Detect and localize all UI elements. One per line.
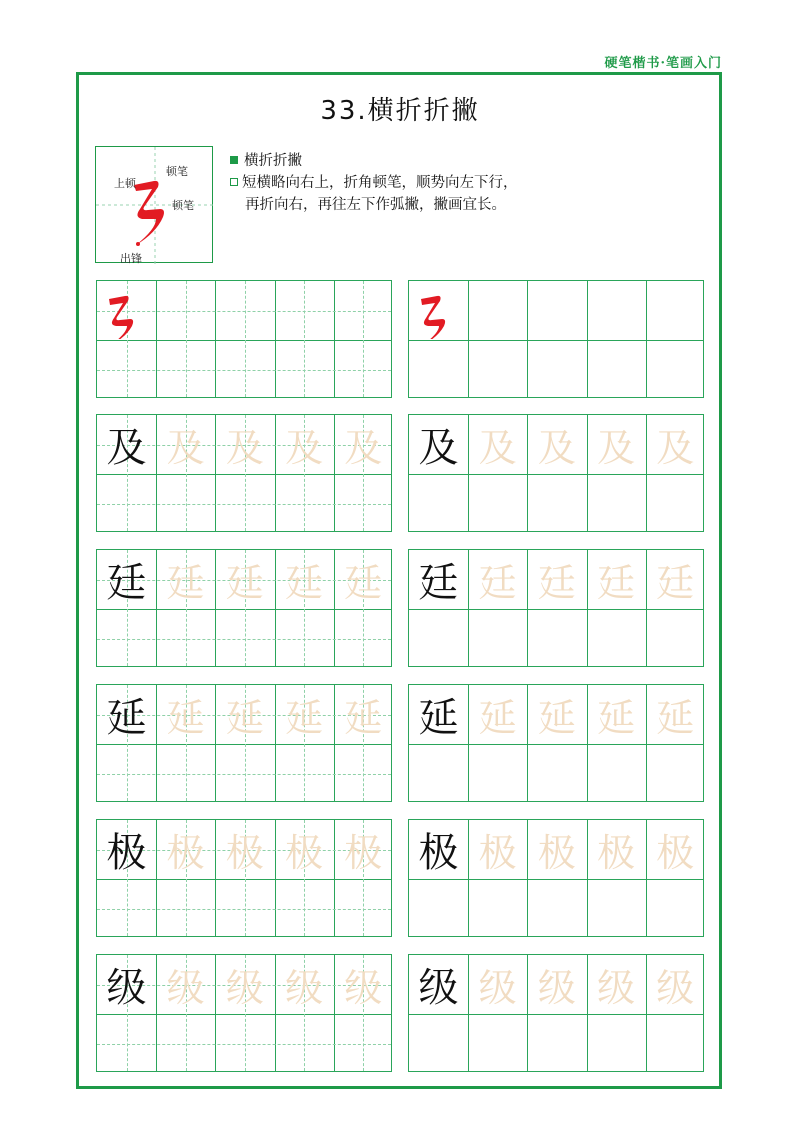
writing-cell[interactable]	[97, 1014, 156, 1072]
demo-label-finish: 出锋	[120, 252, 142, 265]
trace-character[interactable]: 延	[166, 695, 205, 740]
trace-character[interactable]: 廷	[225, 560, 264, 605]
writing-cell[interactable]	[409, 340, 468, 398]
stroke-sample-icon	[97, 281, 156, 339]
writing-cell[interactable]	[275, 609, 334, 667]
trace-character[interactable]: 廷	[478, 560, 517, 605]
bullet-icon	[230, 156, 238, 164]
practice-panel	[408, 280, 704, 398]
writing-cell[interactable]	[97, 609, 156, 667]
series-header: 硬笔楷书·笔画入门	[604, 56, 722, 71]
writing-cell[interactable]	[468, 1014, 527, 1072]
practice-panel	[408, 684, 704, 802]
model-character: 及	[106, 424, 147, 471]
writing-cell[interactable]	[646, 609, 705, 667]
writing-cell[interactable]	[334, 1014, 393, 1072]
writing-cell[interactable]	[215, 609, 274, 667]
practice-panel	[96, 549, 392, 667]
trace-character[interactable]: 及	[225, 425, 264, 470]
trace-character[interactable]: 延	[285, 695, 324, 740]
writing-cell[interactable]	[587, 744, 646, 802]
writing-cell[interactable]	[215, 340, 274, 398]
trace-character[interactable]: 延	[597, 695, 636, 740]
trace-character[interactable]: 廷	[537, 560, 576, 605]
trace-character[interactable]: 及	[344, 425, 383, 470]
trace-character[interactable]: 及	[597, 425, 636, 470]
trace-character[interactable]: 延	[225, 695, 264, 740]
trace-character[interactable]: 极	[537, 830, 576, 875]
writing-cell[interactable]	[468, 340, 527, 398]
writing-cell[interactable]	[215, 879, 274, 937]
trace-character[interactable]: 级	[478, 965, 517, 1010]
writing-cell[interactable]	[156, 474, 215, 532]
model-character: 极	[106, 829, 147, 876]
trace-character[interactable]: 极	[166, 830, 205, 875]
writing-cell[interactable]	[587, 474, 646, 532]
writing-cell[interactable]	[334, 340, 393, 398]
description-line-1	[230, 172, 518, 194]
stroke-name-line	[230, 150, 518, 172]
writing-cell[interactable]	[587, 609, 646, 667]
description-line-2: 再折向右，再往左下作弧撇，撇画宜长。	[245, 197, 506, 213]
practice-panel	[96, 280, 392, 398]
writing-cell[interactable]	[275, 474, 334, 532]
writing-cell[interactable]	[97, 879, 156, 937]
trace-character[interactable]: 级	[656, 965, 695, 1010]
practice-panel	[96, 819, 392, 937]
stroke-demo-grid	[96, 147, 214, 264]
writing-cell[interactable]	[527, 744, 586, 802]
writing-cell[interactable]	[527, 609, 586, 667]
trace-character[interactable]: 极	[285, 830, 324, 875]
writing-cell[interactable]	[275, 879, 334, 937]
trace-character[interactable]: 廷	[656, 560, 695, 605]
writing-cell[interactable]	[156, 340, 215, 398]
trace-character[interactable]: 廷	[344, 560, 383, 605]
writing-cell[interactable]	[275, 744, 334, 802]
model-character: 级	[418, 964, 459, 1011]
trace-character[interactable]: 廷	[166, 560, 205, 605]
writing-cell[interactable]	[215, 744, 274, 802]
writing-cell[interactable]	[646, 340, 705, 398]
practice-panel	[408, 819, 704, 937]
practice-panel	[96, 414, 392, 532]
writing-cell[interactable]	[587, 340, 646, 398]
trace-character[interactable]: 级	[537, 965, 576, 1010]
writing-cell[interactable]	[468, 744, 527, 802]
practice-panel	[96, 954, 392, 1072]
trace-character[interactable]: 延	[344, 695, 383, 740]
writing-cell[interactable]	[468, 474, 527, 532]
practice-panel	[408, 549, 704, 667]
trace-character[interactable]: 极	[225, 830, 264, 875]
model-character: 及	[418, 424, 459, 471]
trace-character[interactable]: 延	[478, 695, 517, 740]
model-character: 延	[106, 694, 147, 741]
writing-cell[interactable]	[587, 879, 646, 937]
trace-character[interactable]: 及	[285, 425, 324, 470]
checkbox-icon	[230, 178, 238, 186]
trace-character[interactable]: 及	[656, 425, 695, 470]
trace-character[interactable]: 级	[285, 965, 324, 1010]
trace-character[interactable]: 极	[344, 830, 383, 875]
trace-character[interactable]: 级	[225, 965, 264, 1010]
writing-cell[interactable]	[646, 1014, 705, 1072]
trace-character[interactable]: 及	[537, 425, 576, 470]
trace-character[interactable]: 级	[597, 965, 636, 1010]
demo-label-start: 上顿	[114, 177, 136, 190]
stroke-description	[230, 150, 518, 216]
trace-character[interactable]: 及	[166, 425, 205, 470]
demo-label-pause-2: 顿笔	[172, 199, 194, 212]
writing-cell[interactable]	[334, 744, 393, 802]
writing-cell[interactable]	[527, 879, 586, 937]
trace-character[interactable]: 廷	[597, 560, 636, 605]
trace-character[interactable]: 及	[478, 425, 517, 470]
practice-panel	[408, 954, 704, 1072]
model-character: 廷	[418, 559, 459, 606]
writing-cell[interactable]	[275, 1014, 334, 1072]
lesson-title: 33.横折折撇	[320, 96, 480, 126]
writing-cell[interactable]	[646, 474, 705, 532]
stroke-name: 横折折撇	[244, 153, 302, 169]
writing-cell[interactable]	[646, 744, 705, 802]
writing-cell[interactable]	[334, 879, 393, 937]
writing-cell[interactable]	[409, 879, 468, 937]
writing-cell[interactable]	[215, 474, 274, 532]
writing-cell[interactable]	[527, 340, 586, 398]
writing-cell[interactable]	[646, 879, 705, 937]
writing-cell[interactable]	[275, 340, 334, 398]
writing-cell[interactable]	[215, 1014, 274, 1072]
writing-cell[interactable]	[156, 879, 215, 937]
practice-panel	[96, 684, 392, 802]
writing-cell[interactable]	[97, 340, 156, 398]
writing-cell[interactable]	[334, 474, 393, 532]
trace-character[interactable]: 延	[537, 695, 576, 740]
trace-character[interactable]: 极	[597, 830, 636, 875]
writing-cell[interactable]	[587, 1014, 646, 1072]
trace-character[interactable]: 极	[656, 830, 695, 875]
writing-cell[interactable]	[156, 744, 215, 802]
writing-cell[interactable]	[527, 1014, 586, 1072]
hengzhezhepie-stroke-icon	[134, 181, 164, 245]
writing-cell[interactable]	[334, 609, 393, 667]
writing-cell[interactable]	[156, 1014, 215, 1072]
practice-panel	[408, 414, 704, 532]
writing-cell[interactable]	[97, 474, 156, 532]
trace-character[interactable]: 廷	[285, 560, 324, 605]
trace-character[interactable]: 延	[656, 695, 695, 740]
writing-cell[interactable]	[156, 609, 215, 667]
description-text-1: 短横略向右上，折角顿笔，顺势向左下行，	[242, 175, 518, 191]
writing-cell[interactable]	[409, 744, 468, 802]
trace-character[interactable]: 极	[478, 830, 517, 875]
stroke-demo-box	[95, 146, 213, 263]
demo-label-pause-1: 顿笔	[166, 165, 188, 178]
trace-character[interactable]: 级	[166, 965, 205, 1010]
writing-cell[interactable]	[468, 879, 527, 937]
writing-cell[interactable]	[409, 474, 468, 532]
stroke-sample-icon	[409, 281, 468, 339]
model-character: 延	[418, 694, 459, 741]
model-character: 极	[418, 829, 459, 876]
writing-cell[interactable]	[409, 609, 468, 667]
writing-cell[interactable]	[468, 609, 527, 667]
trace-character[interactable]: 级	[344, 965, 383, 1010]
model-character: 级	[106, 964, 147, 1011]
writing-cell[interactable]	[527, 474, 586, 532]
writing-cell[interactable]	[97, 744, 156, 802]
writing-cell[interactable]	[409, 1014, 468, 1072]
model-character: 廷	[106, 559, 147, 606]
